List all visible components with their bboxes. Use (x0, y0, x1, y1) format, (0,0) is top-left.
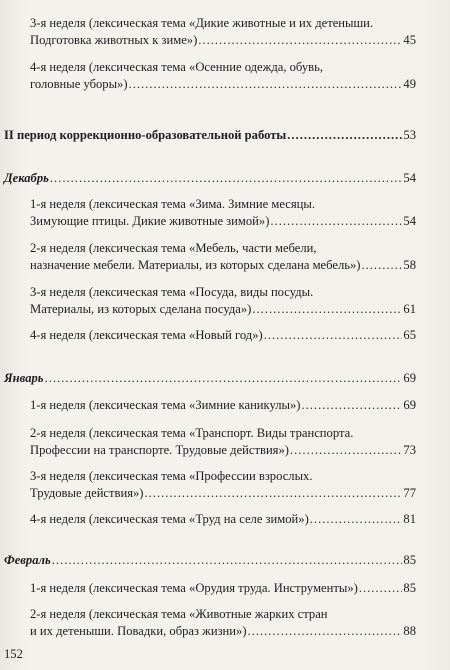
toc-page-number: 69 (403, 398, 416, 412)
toc-entry-line: назначение мебели. Материалы, из которых сделана мебель») (30, 258, 361, 272)
toc-page-number: 54 (403, 171, 416, 185)
toc-entry[interactable] (30, 468, 416, 502)
toc-entry-line: 1-я неделя (лексическая тема «Орудия труда. Инструменты») (30, 581, 358, 595)
toc-page-number: 77 (403, 486, 416, 500)
toc-month-label: Декабрь (4, 171, 49, 185)
toc-entry-line: 4-я неделя (лексическая тема «Осенние одежда, обувь, (30, 60, 323, 74)
toc-entry[interactable] (30, 511, 416, 528)
toc-entry[interactable] (30, 327, 416, 344)
toc-entry-line: Профессии на транспорте. Трудовые действия») (30, 443, 289, 457)
toc-page-number: 85 (403, 581, 416, 595)
toc-page-number: 65 (403, 328, 416, 342)
leader-dots (52, 552, 403, 569)
toc-entry-line: Зимующие птицы. Дикие животные зимой») (30, 214, 270, 228)
toc-page-number: 49 (403, 77, 416, 91)
toc-page-number: 54 (403, 214, 416, 228)
leader-dots (290, 442, 402, 459)
leader-dots (198, 32, 402, 49)
toc-entry[interactable] (30, 15, 416, 49)
toc-page-number: 88 (403, 624, 416, 638)
leader-dots (361, 257, 402, 274)
toc-page-number: 58 (403, 258, 416, 272)
toc-entry[interactable] (30, 240, 416, 274)
toc-entry-line: 1-я неделя (лексическая тема «Зимние каникулы») (30, 398, 301, 412)
toc-entry[interactable] (30, 397, 416, 414)
toc-entry[interactable] (30, 59, 416, 93)
toc-page-number: 45 (403, 33, 416, 47)
toc-entry-line: 2-я неделя (лексическая тема «Транспорт. Виды транспорта. (30, 426, 354, 440)
toc-month-heading[interactable] (4, 552, 416, 569)
leader-dots (264, 327, 403, 344)
toc-entry-line: 2-я неделя (лексическая тема «Животные жарких стран (30, 607, 328, 621)
toc-page-number: 73 (403, 443, 416, 457)
toc-entry[interactable] (30, 425, 416, 459)
toc-entry-line: 3-я неделя (лексическая тема «Дикие животные и их детеныши. (30, 16, 374, 30)
toc-entry[interactable] (30, 196, 416, 230)
toc-entry-line: 4-я неделя (лексическая тема «Новый год») (30, 328, 263, 342)
toc-month-label: Февраль (4, 553, 51, 567)
leader-dots (50, 170, 403, 187)
leader-dots (287, 127, 402, 144)
leader-dots (45, 370, 403, 387)
toc-entry-line: 2-я неделя (лексическая тема «Мебель, части мебели, (30, 241, 317, 255)
leader-dots (359, 580, 403, 597)
toc-entry-line: 3-я неделя (лексическая тема «Посуда, виды посуды. (30, 285, 314, 299)
toc-entry-line: Подготовка животных к зиме») (30, 33, 198, 47)
leader-dots (310, 511, 403, 528)
leader-dots (270, 213, 402, 230)
leader-dots (145, 485, 403, 502)
toc-entry-line: и их детеныши. Повадки, образ жизни») (30, 624, 247, 638)
toc-page-number: 61 (403, 302, 416, 316)
toc-page-number: 69 (403, 371, 416, 385)
toc-entry[interactable] (30, 580, 416, 597)
toc-page-number: 81 (403, 512, 416, 526)
toc-entry-line: 1-я неделя (лексическая тема «Зима. Зимние месяцы. (30, 197, 315, 211)
toc-section-heading[interactable] (4, 127, 416, 144)
page-number: 152 (4, 647, 23, 661)
toc-entry[interactable] (30, 284, 416, 318)
toc-entry-line: Трудовые действия») (30, 486, 144, 500)
toc-entry[interactable] (30, 606, 416, 640)
leader-dots (252, 301, 402, 318)
toc-page-number: 53 (403, 128, 416, 142)
toc-entry-line: 4-я неделя (лексическая тема «Труд на селе зимой») (30, 512, 309, 526)
toc-section-label: II период коррекционно-образовательной работы (4, 128, 287, 142)
toc-month-heading[interactable] (4, 170, 416, 187)
toc-page-number: 85 (403, 553, 416, 567)
leader-dots (248, 623, 403, 640)
toc-entry-line: Материалы, из которых сделана посуда») (30, 302, 252, 316)
leader-dots (301, 397, 402, 414)
toc-month-heading[interactable] (4, 370, 416, 387)
toc-entry-line: 3-я неделя (лексическая тема «Профессии взрослых. (30, 469, 313, 483)
leader-dots (129, 76, 403, 93)
toc-month-label: Январь (4, 371, 44, 385)
toc-entry-line: головные уборы») (30, 77, 128, 91)
